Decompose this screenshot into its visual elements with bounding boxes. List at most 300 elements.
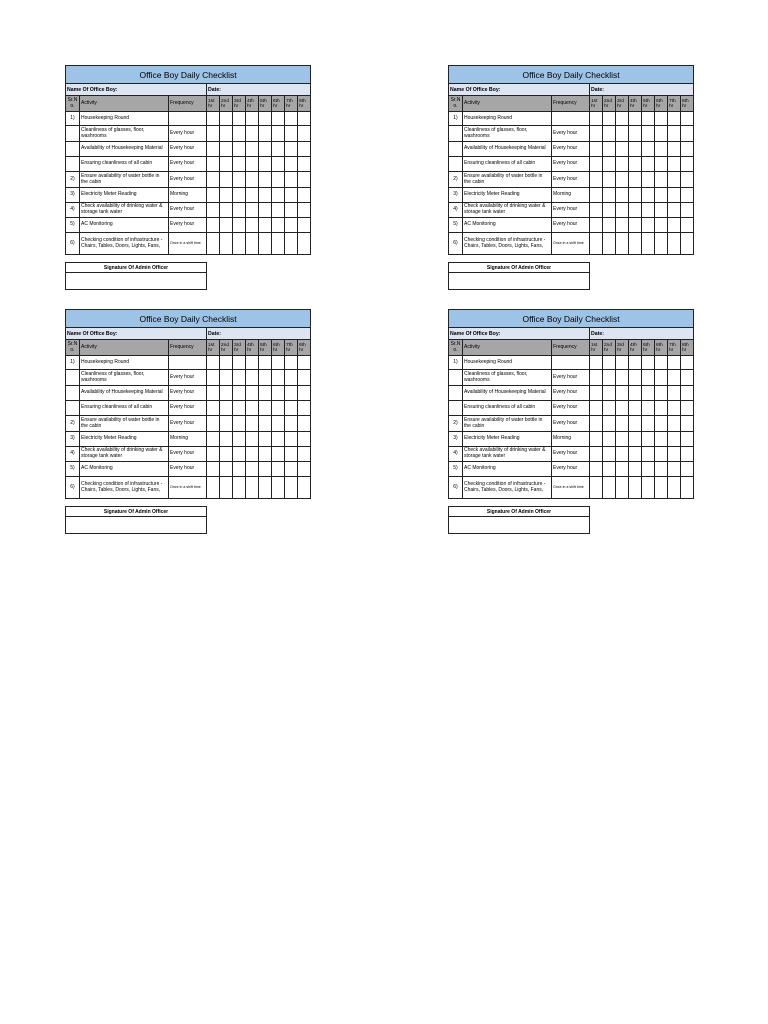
hour-check-cell[interactable]: [259, 401, 272, 416]
hour-check-cell[interactable]: [207, 386, 220, 401]
hour-check-cell[interactable]: [285, 112, 298, 126]
hour-check-cell[interactable]: [272, 233, 285, 255]
hour-check-cell[interactable]: [298, 447, 311, 462]
hour-check-cell[interactable]: [259, 386, 272, 401]
hour-check-cell[interactable]: [220, 370, 233, 386]
hour-check-cell[interactable]: [616, 386, 629, 401]
hour-check-cell[interactable]: [642, 233, 655, 255]
hour-check-cell[interactable]: [681, 477, 694, 499]
hour-check-cell[interactable]: [681, 142, 694, 157]
hour-check-cell[interactable]: [285, 126, 298, 142]
hour-check-cell[interactable]: [272, 447, 285, 462]
hour-check-cell[interactable]: [603, 188, 616, 203]
date-field[interactable]: Date:: [590, 84, 694, 96]
hour-check-cell[interactable]: [590, 447, 603, 462]
hour-check-cell[interactable]: [298, 386, 311, 401]
hour-check-cell[interactable]: [246, 356, 259, 370]
hour-check-cell[interactable]: [616, 462, 629, 477]
hour-check-cell[interactable]: [603, 477, 616, 499]
date-field[interactable]: Date:: [207, 328, 311, 340]
hour-check-cell[interactable]: [590, 416, 603, 432]
hour-check-cell[interactable]: [207, 416, 220, 432]
hour-check-cell[interactable]: [616, 356, 629, 370]
hour-check-cell[interactable]: [272, 112, 285, 126]
hour-check-cell[interactable]: [298, 203, 311, 218]
hour-check-cell[interactable]: [681, 157, 694, 172]
hour-check-cell[interactable]: [285, 462, 298, 477]
hour-check-cell[interactable]: [681, 233, 694, 255]
hour-check-cell[interactable]: [590, 356, 603, 370]
hour-check-cell[interactable]: [603, 401, 616, 416]
hour-check-cell[interactable]: [246, 447, 259, 462]
hour-check-cell[interactable]: [629, 233, 642, 255]
hour-check-cell[interactable]: [603, 218, 616, 233]
hour-check-cell[interactable]: [272, 203, 285, 218]
hour-check-cell[interactable]: [642, 386, 655, 401]
hour-check-cell[interactable]: [681, 126, 694, 142]
hour-check-cell[interactable]: [259, 356, 272, 370]
hour-check-cell[interactable]: [655, 172, 668, 188]
signature-field[interactable]: [66, 517, 207, 534]
hour-check-cell[interactable]: [668, 477, 681, 499]
hour-check-cell[interactable]: [616, 447, 629, 462]
hour-check-cell[interactable]: [590, 462, 603, 477]
hour-check-cell[interactable]: [590, 432, 603, 447]
hour-check-cell[interactable]: [233, 218, 246, 233]
date-field[interactable]: Date:: [207, 84, 311, 96]
hour-check-cell[interactable]: [629, 447, 642, 462]
hour-check-cell[interactable]: [616, 477, 629, 499]
hour-check-cell[interactable]: [246, 432, 259, 447]
hour-check-cell[interactable]: [259, 416, 272, 432]
hour-check-cell[interactable]: [603, 432, 616, 447]
hour-check-cell[interactable]: [207, 233, 220, 255]
hour-check-cell[interactable]: [590, 188, 603, 203]
hour-check-cell[interactable]: [629, 432, 642, 447]
hour-check-cell[interactable]: [616, 157, 629, 172]
hour-check-cell[interactable]: [655, 356, 668, 370]
hour-check-cell[interactable]: [246, 142, 259, 157]
hour-check-cell[interactable]: [668, 462, 681, 477]
hour-check-cell[interactable]: [655, 112, 668, 126]
hour-check-cell[interactable]: [259, 126, 272, 142]
hour-check-cell[interactable]: [207, 462, 220, 477]
hour-check-cell[interactable]: [629, 112, 642, 126]
hour-check-cell[interactable]: [220, 356, 233, 370]
hour-check-cell[interactable]: [590, 233, 603, 255]
hour-check-cell[interactable]: [603, 416, 616, 432]
hour-check-cell[interactable]: [220, 203, 233, 218]
hour-check-cell[interactable]: [285, 447, 298, 462]
hour-check-cell[interactable]: [233, 462, 246, 477]
hour-check-cell[interactable]: [616, 172, 629, 188]
hour-check-cell[interactable]: [285, 356, 298, 370]
hour-check-cell[interactable]: [285, 432, 298, 447]
hour-check-cell[interactable]: [298, 188, 311, 203]
hour-check-cell[interactable]: [629, 416, 642, 432]
hour-check-cell[interactable]: [233, 370, 246, 386]
hour-check-cell[interactable]: [246, 462, 259, 477]
hour-check-cell[interactable]: [246, 401, 259, 416]
hour-check-cell[interactable]: [207, 370, 220, 386]
hour-check-cell[interactable]: [629, 462, 642, 477]
hour-check-cell[interactable]: [603, 386, 616, 401]
hour-check-cell[interactable]: [272, 157, 285, 172]
hour-check-cell[interactable]: [233, 188, 246, 203]
hour-check-cell[interactable]: [246, 416, 259, 432]
hour-check-cell[interactable]: [246, 112, 259, 126]
hour-check-cell[interactable]: [642, 416, 655, 432]
hour-check-cell[interactable]: [285, 386, 298, 401]
hour-check-cell[interactable]: [298, 356, 311, 370]
hour-check-cell[interactable]: [681, 112, 694, 126]
hour-check-cell[interactable]: [668, 126, 681, 142]
hour-check-cell[interactable]: [259, 233, 272, 255]
hour-check-cell[interactable]: [590, 477, 603, 499]
hour-check-cell[interactable]: [655, 462, 668, 477]
hour-check-cell[interactable]: [246, 126, 259, 142]
hour-check-cell[interactable]: [207, 432, 220, 447]
hour-check-cell[interactable]: [285, 188, 298, 203]
hour-check-cell[interactable]: [259, 370, 272, 386]
hour-check-cell[interactable]: [681, 218, 694, 233]
hour-check-cell[interactable]: [642, 432, 655, 447]
hour-check-cell[interactable]: [298, 126, 311, 142]
hour-check-cell[interactable]: [246, 233, 259, 255]
hour-check-cell[interactable]: [668, 432, 681, 447]
hour-check-cell[interactable]: [629, 126, 642, 142]
hour-check-cell[interactable]: [220, 386, 233, 401]
hour-check-cell[interactable]: [642, 356, 655, 370]
hour-check-cell[interactable]: [655, 386, 668, 401]
hour-check-cell[interactable]: [233, 356, 246, 370]
hour-check-cell[interactable]: [220, 188, 233, 203]
hour-check-cell[interactable]: [220, 112, 233, 126]
hour-check-cell[interactable]: [246, 203, 259, 218]
hour-check-cell[interactable]: [207, 203, 220, 218]
hour-check-cell[interactable]: [616, 188, 629, 203]
hour-check-cell[interactable]: [603, 370, 616, 386]
hour-check-cell[interactable]: [272, 218, 285, 233]
hour-check-cell[interactable]: [642, 462, 655, 477]
hour-check-cell[interactable]: [285, 203, 298, 218]
hour-check-cell[interactable]: [655, 233, 668, 255]
hour-check-cell[interactable]: [655, 188, 668, 203]
hour-check-cell[interactable]: [207, 188, 220, 203]
office-boy-name-field[interactable]: Name Of Office Boy:: [66, 84, 207, 96]
hour-check-cell[interactable]: [629, 142, 642, 157]
hour-check-cell[interactable]: [272, 477, 285, 499]
date-field[interactable]: Date:: [590, 328, 694, 340]
hour-check-cell[interactable]: [655, 218, 668, 233]
hour-check-cell[interactable]: [233, 157, 246, 172]
hour-check-cell[interactable]: [642, 477, 655, 499]
hour-check-cell[interactable]: [681, 416, 694, 432]
hour-check-cell[interactable]: [233, 447, 246, 462]
hour-check-cell[interactable]: [285, 233, 298, 255]
hour-check-cell[interactable]: [207, 172, 220, 188]
hour-check-cell[interactable]: [655, 370, 668, 386]
hour-check-cell[interactable]: [629, 386, 642, 401]
hour-check-cell[interactable]: [590, 172, 603, 188]
hour-check-cell[interactable]: [207, 112, 220, 126]
hour-check-cell[interactable]: [603, 462, 616, 477]
hour-check-cell[interactable]: [259, 172, 272, 188]
hour-check-cell[interactable]: [655, 477, 668, 499]
hour-check-cell[interactable]: [272, 401, 285, 416]
hour-check-cell[interactable]: [220, 157, 233, 172]
hour-check-cell[interactable]: [603, 172, 616, 188]
hour-check-cell[interactable]: [655, 157, 668, 172]
hour-check-cell[interactable]: [259, 462, 272, 477]
hour-check-cell[interactable]: [655, 447, 668, 462]
hour-check-cell[interactable]: [298, 233, 311, 255]
hour-check-cell[interactable]: [259, 142, 272, 157]
hour-check-cell[interactable]: [681, 462, 694, 477]
hour-check-cell[interactable]: [668, 370, 681, 386]
hour-check-cell[interactable]: [629, 401, 642, 416]
hour-check-cell[interactable]: [233, 112, 246, 126]
hour-check-cell[interactable]: [285, 157, 298, 172]
hour-check-cell[interactable]: [233, 172, 246, 188]
hour-check-cell[interactable]: [207, 447, 220, 462]
hour-check-cell[interactable]: [655, 142, 668, 157]
hour-check-cell[interactable]: [590, 218, 603, 233]
hour-check-cell[interactable]: [207, 157, 220, 172]
hour-check-cell[interactable]: [220, 416, 233, 432]
hour-check-cell[interactable]: [681, 386, 694, 401]
hour-check-cell[interactable]: [668, 188, 681, 203]
hour-check-cell[interactable]: [655, 416, 668, 432]
hour-check-cell[interactable]: [285, 401, 298, 416]
hour-check-cell[interactable]: [272, 386, 285, 401]
hour-check-cell[interactable]: [590, 386, 603, 401]
hour-check-cell[interactable]: [220, 462, 233, 477]
hour-check-cell[interactable]: [298, 462, 311, 477]
hour-check-cell[interactable]: [668, 356, 681, 370]
hour-check-cell[interactable]: [285, 172, 298, 188]
hour-check-cell[interactable]: [668, 447, 681, 462]
office-boy-name-field[interactable]: Name Of Office Boy:: [449, 328, 590, 340]
hour-check-cell[interactable]: [220, 447, 233, 462]
hour-check-cell[interactable]: [233, 477, 246, 499]
hour-check-cell[interactable]: [668, 203, 681, 218]
hour-check-cell[interactable]: [233, 233, 246, 255]
hour-check-cell[interactable]: [298, 112, 311, 126]
hour-check-cell[interactable]: [603, 447, 616, 462]
hour-check-cell[interactable]: [298, 157, 311, 172]
hour-check-cell[interactable]: [246, 218, 259, 233]
hour-check-cell[interactable]: [233, 401, 246, 416]
hour-check-cell[interactable]: [207, 477, 220, 499]
hour-check-cell[interactable]: [207, 142, 220, 157]
hour-check-cell[interactable]: [616, 370, 629, 386]
hour-check-cell[interactable]: [629, 188, 642, 203]
hour-check-cell[interactable]: [668, 172, 681, 188]
hour-check-cell[interactable]: [642, 172, 655, 188]
hour-check-cell[interactable]: [220, 218, 233, 233]
hour-check-cell[interactable]: [642, 401, 655, 416]
hour-check-cell[interactable]: [246, 477, 259, 499]
signature-field[interactable]: [449, 517, 590, 534]
hour-check-cell[interactable]: [233, 126, 246, 142]
hour-check-cell[interactable]: [629, 370, 642, 386]
hour-check-cell[interactable]: [272, 126, 285, 142]
hour-check-cell[interactable]: [272, 356, 285, 370]
hour-check-cell[interactable]: [603, 157, 616, 172]
hour-check-cell[interactable]: [285, 416, 298, 432]
hour-check-cell[interactable]: [616, 203, 629, 218]
hour-check-cell[interactable]: [603, 126, 616, 142]
hour-check-cell[interactable]: [603, 142, 616, 157]
hour-check-cell[interactable]: [259, 157, 272, 172]
hour-check-cell[interactable]: [272, 462, 285, 477]
hour-check-cell[interactable]: [603, 112, 616, 126]
hour-check-cell[interactable]: [629, 218, 642, 233]
hour-check-cell[interactable]: [220, 126, 233, 142]
hour-check-cell[interactable]: [298, 432, 311, 447]
hour-check-cell[interactable]: [642, 188, 655, 203]
hour-check-cell[interactable]: [259, 203, 272, 218]
hour-check-cell[interactable]: [220, 432, 233, 447]
hour-check-cell[interactable]: [259, 218, 272, 233]
hour-check-cell[interactable]: [642, 203, 655, 218]
hour-check-cell[interactable]: [629, 157, 642, 172]
hour-check-cell[interactable]: [220, 142, 233, 157]
hour-check-cell[interactable]: [233, 142, 246, 157]
hour-check-cell[interactable]: [298, 477, 311, 499]
hour-check-cell[interactable]: [668, 416, 681, 432]
hour-check-cell[interactable]: [272, 172, 285, 188]
hour-check-cell[interactable]: [298, 401, 311, 416]
hour-check-cell[interactable]: [616, 233, 629, 255]
hour-check-cell[interactable]: [681, 447, 694, 462]
hour-check-cell[interactable]: [285, 218, 298, 233]
hour-check-cell[interactable]: [616, 126, 629, 142]
hour-check-cell[interactable]: [668, 401, 681, 416]
hour-check-cell[interactable]: [655, 126, 668, 142]
hour-check-cell[interactable]: [590, 142, 603, 157]
hour-check-cell[interactable]: [246, 370, 259, 386]
hour-check-cell[interactable]: [285, 370, 298, 386]
hour-check-cell[interactable]: [681, 356, 694, 370]
hour-check-cell[interactable]: [616, 416, 629, 432]
hour-check-cell[interactable]: [603, 356, 616, 370]
hour-check-cell[interactable]: [285, 477, 298, 499]
hour-check-cell[interactable]: [655, 432, 668, 447]
hour-check-cell[interactable]: [207, 401, 220, 416]
hour-check-cell[interactable]: [246, 188, 259, 203]
hour-check-cell[interactable]: [259, 432, 272, 447]
hour-check-cell[interactable]: [590, 112, 603, 126]
hour-check-cell[interactable]: [603, 203, 616, 218]
hour-check-cell[interactable]: [220, 401, 233, 416]
office-boy-name-field[interactable]: Name Of Office Boy:: [449, 84, 590, 96]
hour-check-cell[interactable]: [668, 233, 681, 255]
hour-check-cell[interactable]: [272, 188, 285, 203]
hour-check-cell[interactable]: [642, 126, 655, 142]
hour-check-cell[interactable]: [590, 157, 603, 172]
hour-check-cell[interactable]: [259, 112, 272, 126]
hour-check-cell[interactable]: [642, 370, 655, 386]
hour-check-cell[interactable]: [259, 447, 272, 462]
hour-check-cell[interactable]: [681, 370, 694, 386]
hour-check-cell[interactable]: [668, 218, 681, 233]
hour-check-cell[interactable]: [642, 218, 655, 233]
hour-check-cell[interactable]: [681, 172, 694, 188]
hour-check-cell[interactable]: [298, 218, 311, 233]
hour-check-cell[interactable]: [681, 432, 694, 447]
hour-check-cell[interactable]: [655, 203, 668, 218]
hour-check-cell[interactable]: [603, 233, 616, 255]
hour-check-cell[interactable]: [668, 112, 681, 126]
hour-check-cell[interactable]: [298, 172, 311, 188]
hour-check-cell[interactable]: [246, 172, 259, 188]
hour-check-cell[interactable]: [642, 142, 655, 157]
hour-check-cell[interactable]: [246, 157, 259, 172]
hour-check-cell[interactable]: [590, 370, 603, 386]
hour-check-cell[interactable]: [233, 416, 246, 432]
hour-check-cell[interactable]: [272, 432, 285, 447]
hour-check-cell[interactable]: [590, 203, 603, 218]
hour-check-cell[interactable]: [642, 112, 655, 126]
hour-check-cell[interactable]: [629, 477, 642, 499]
hour-check-cell[interactable]: [642, 447, 655, 462]
hour-check-cell[interactable]: [285, 142, 298, 157]
signature-field[interactable]: [449, 273, 590, 290]
hour-check-cell[interactable]: [616, 432, 629, 447]
hour-check-cell[interactable]: [655, 401, 668, 416]
hour-check-cell[interactable]: [616, 142, 629, 157]
signature-field[interactable]: [66, 273, 207, 290]
hour-check-cell[interactable]: [642, 157, 655, 172]
hour-check-cell[interactable]: [220, 172, 233, 188]
hour-check-cell[interactable]: [259, 477, 272, 499]
hour-check-cell[interactable]: [668, 157, 681, 172]
hour-check-cell[interactable]: [629, 203, 642, 218]
hour-check-cell[interactable]: [629, 356, 642, 370]
hour-check-cell[interactable]: [298, 142, 311, 157]
hour-check-cell[interactable]: [616, 401, 629, 416]
hour-check-cell[interactable]: [668, 142, 681, 157]
hour-check-cell[interactable]: [233, 432, 246, 447]
hour-check-cell[interactable]: [616, 112, 629, 126]
hour-check-cell[interactable]: [207, 356, 220, 370]
hour-check-cell[interactable]: [207, 126, 220, 142]
hour-check-cell[interactable]: [629, 172, 642, 188]
hour-check-cell[interactable]: [681, 401, 694, 416]
hour-check-cell[interactable]: [298, 416, 311, 432]
hour-check-cell[interactable]: [616, 218, 629, 233]
hour-check-cell[interactable]: [220, 233, 233, 255]
hour-check-cell[interactable]: [298, 370, 311, 386]
hour-check-cell[interactable]: [259, 188, 272, 203]
hour-check-cell[interactable]: [590, 126, 603, 142]
office-boy-name-field[interactable]: Name Of Office Boy:: [66, 328, 207, 340]
hour-check-cell[interactable]: [207, 218, 220, 233]
hour-check-cell[interactable]: [681, 203, 694, 218]
hour-check-cell[interactable]: [681, 188, 694, 203]
hour-check-cell[interactable]: [220, 477, 233, 499]
hour-check-cell[interactable]: [272, 416, 285, 432]
hour-check-cell[interactable]: [272, 370, 285, 386]
hour-check-cell[interactable]: [668, 386, 681, 401]
hour-check-cell[interactable]: [590, 401, 603, 416]
hour-check-cell[interactable]: [246, 386, 259, 401]
hour-check-cell[interactable]: [272, 142, 285, 157]
hour-check-cell[interactable]: [233, 386, 246, 401]
hour-check-cell[interactable]: [233, 203, 246, 218]
